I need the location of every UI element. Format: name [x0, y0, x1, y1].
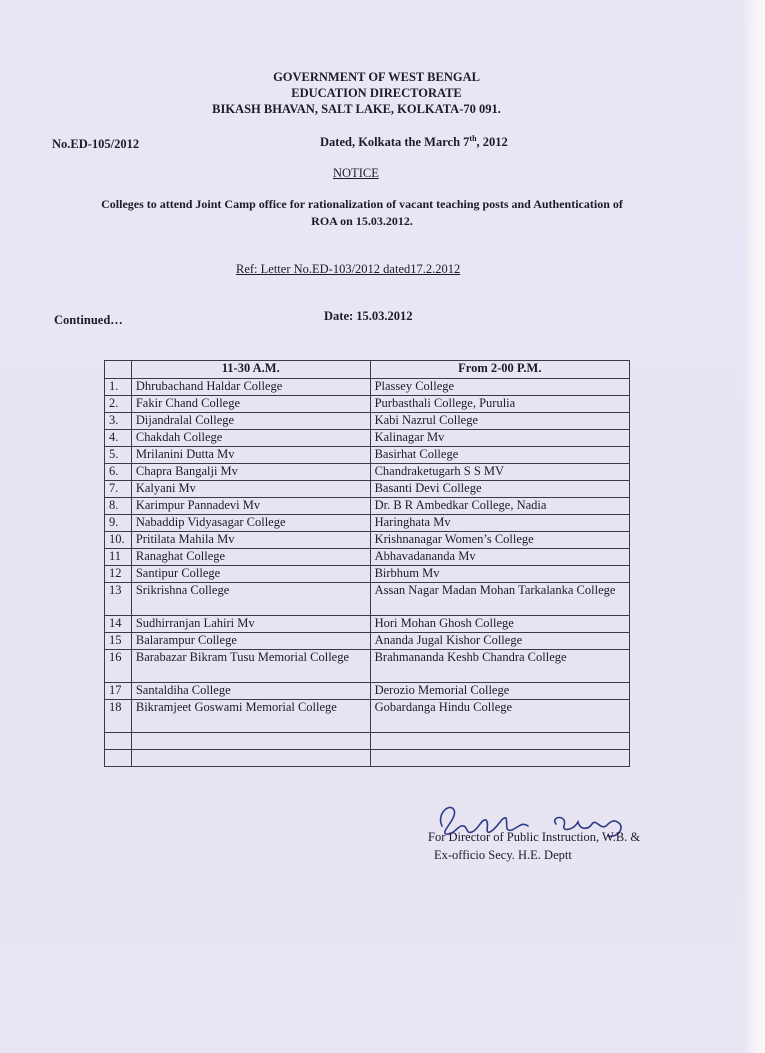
- morning-college: Chakdah College: [131, 430, 370, 447]
- morning-college: Kalyani Mv: [131, 481, 370, 498]
- morning-college: Karimpur Pannadevi Mv: [131, 498, 370, 515]
- header-serial: [105, 361, 132, 379]
- serial-cell: 8.: [105, 498, 132, 515]
- table-row: [105, 583, 630, 616]
- serial-cell: 10.: [105, 532, 132, 549]
- afternoon-college: Purbasthali College, Purulia: [370, 396, 629, 413]
- morning-college: Sudhirranjan Lahiri Mv: [131, 616, 370, 633]
- morning-college: Balarampur College: [131, 633, 370, 650]
- table-row: [105, 616, 630, 633]
- table-row: [105, 447, 630, 464]
- morning-college: Dhrubachand Haldar College: [131, 379, 370, 396]
- table-row: [105, 633, 630, 650]
- table-row: [105, 379, 630, 396]
- table-row: [105, 413, 630, 430]
- afternoon-college: Hori Mohan Ghosh College: [370, 616, 629, 633]
- morning-college: [131, 733, 370, 750]
- afternoon-college: Abhavadananda Mv: [370, 549, 629, 566]
- afternoon-college: Kabi Nazrul College: [370, 413, 629, 430]
- afternoon-college: Ananda Jugal Kishor College: [370, 633, 629, 650]
- afternoon-college: [370, 750, 629, 767]
- table-row-empty: [105, 750, 630, 767]
- serial-cell: 16: [105, 650, 132, 683]
- table-row: [105, 396, 630, 413]
- serial-cell: 13: [105, 583, 132, 616]
- dated-line: Dated, Kolkata the March 7th, 2012: [320, 134, 508, 150]
- table-row: [105, 430, 630, 447]
- morning-college: Fakir Chand College: [131, 396, 370, 413]
- morning-college: Dijandralal College: [131, 413, 370, 430]
- afternoon-college: Birbhum Mv: [370, 566, 629, 583]
- subject-line-1: Colleges to attend Joint Camp office for rationalization of vacant teaching posts and Authentication of: [101, 197, 623, 211]
- table-row-empty: [105, 733, 630, 750]
- serial-cell: 17: [105, 683, 132, 700]
- afternoon-college: Plassey College: [370, 379, 629, 396]
- morning-college: [131, 750, 370, 767]
- continued-label: Continued…: [54, 313, 123, 327]
- table-row: [105, 700, 630, 733]
- afternoon-college: Basirhat College: [370, 447, 629, 464]
- morning-college: Santaldiha College: [131, 683, 370, 700]
- table-row: [105, 515, 630, 532]
- table-row: [105, 683, 630, 700]
- signatory-line-1: For Director of Public Instruction, W.B. &: [428, 830, 641, 844]
- morning-college: Barabazar Bikram Tusu Memorial College: [131, 650, 370, 683]
- serial-cell: 1.: [105, 379, 132, 396]
- header-afternoon-slot: From 2-00 P.M.: [370, 361, 629, 379]
- serial-cell: 9.: [105, 515, 132, 532]
- morning-college: Chapra Bangalji Mv: [131, 464, 370, 481]
- afternoon-college: Haringhata Mv: [370, 515, 629, 532]
- morning-college: Srikrishna College: [131, 583, 370, 616]
- schedule-table: [104, 360, 630, 767]
- afternoon-college: Basanti Devi College: [370, 481, 629, 498]
- serial-cell: 14: [105, 616, 132, 633]
- subject-line-2: ROA on 15.03.2012.: [311, 214, 413, 228]
- serial-cell: 2.: [105, 396, 132, 413]
- table-row: [105, 650, 630, 683]
- date-line: Date: 15.03.2012: [324, 309, 413, 323]
- morning-college: Nabaddip Vidyasagar College: [131, 515, 370, 532]
- serial-cell: 18: [105, 700, 132, 733]
- afternoon-college: Brahmananda Keshb Chandra College: [370, 650, 629, 683]
- page-edge: [743, 0, 765, 1053]
- afternoon-college: Chandraketugarh S S MV: [370, 464, 629, 481]
- reference-letter: Ref: Letter No.ED-103/2012 dated17.2.2012: [236, 262, 461, 276]
- afternoon-college: [370, 733, 629, 750]
- serial-cell: 11: [105, 549, 132, 566]
- serial-cell: 4.: [105, 430, 132, 447]
- serial-cell: [105, 750, 132, 767]
- afternoon-college: Assan Nagar Madan Mohan Tarkalanka College: [370, 583, 629, 616]
- serial-cell: 3.: [105, 413, 132, 430]
- morning-college: Santipur College: [131, 566, 370, 583]
- table-row: [105, 549, 630, 566]
- notice-title: NOTICE: [333, 166, 379, 180]
- signatory-line-2: Ex-officio Secy. H.E. Deptt: [434, 848, 572, 862]
- table-row: [105, 481, 630, 498]
- serial-cell: 5.: [105, 447, 132, 464]
- afternoon-college: Dr. B R Ambedkar College, Nadia: [370, 498, 629, 515]
- header-directorate: EDUCATION DIRECTORATE: [291, 86, 462, 100]
- table-header-row: [105, 361, 630, 379]
- morning-college: Pritilata Mahila Mv: [131, 532, 370, 549]
- serial-cell: 15: [105, 633, 132, 650]
- afternoon-college: Kalinagar Mv: [370, 430, 629, 447]
- serial-cell: 7.: [105, 481, 132, 498]
- afternoon-college: Gobardanga Hindu College: [370, 700, 629, 733]
- table-row: [105, 566, 630, 583]
- afternoon-college: Krishnanagar Women’s College: [370, 532, 629, 549]
- serial-cell: 12: [105, 566, 132, 583]
- header-address: BIKASH BHAVAN, SALT LAKE, KOLKATA-70 091.: [212, 102, 501, 116]
- table-row: [105, 464, 630, 481]
- morning-college: Ranaghat College: [131, 549, 370, 566]
- serial-cell: [105, 733, 132, 750]
- header-morning-slot: 11-30 A.M.: [131, 361, 370, 379]
- table-row: [105, 532, 630, 549]
- morning-college: Mrilanini Dutta Mv: [131, 447, 370, 464]
- morning-college: Bikramjeet Goswami Memorial College: [131, 700, 370, 733]
- reference-number: No.ED-105/2012: [52, 137, 140, 151]
- table-row: [105, 498, 630, 515]
- header-government: GOVERNMENT OF WEST BENGAL: [273, 70, 480, 84]
- afternoon-college: Derozio Memorial College: [370, 683, 629, 700]
- serial-cell: 6.: [105, 464, 132, 481]
